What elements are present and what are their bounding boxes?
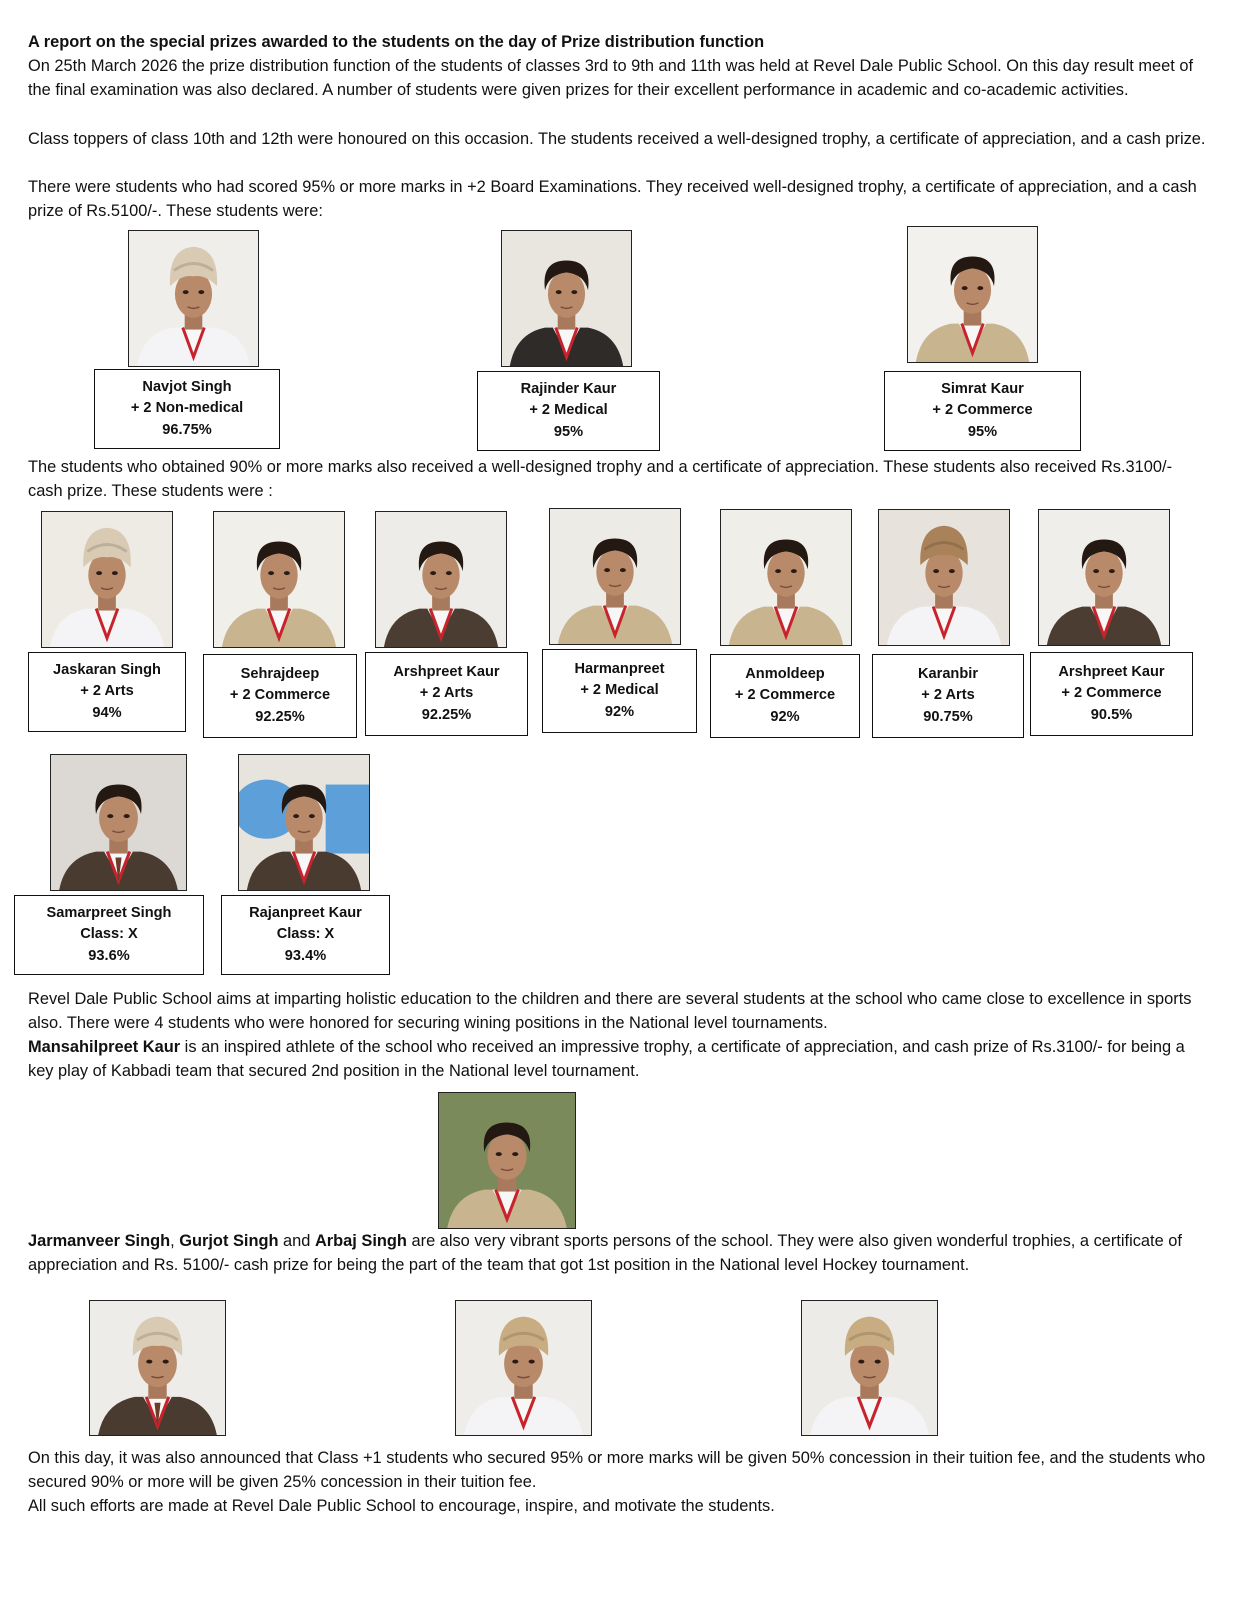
student-name: Sehrajdeep [240,665,320,682]
student-stream: + 2 Arts [80,683,134,700]
student-photo [213,511,345,648]
student-photo [375,511,507,648]
student-class: Class: X [80,926,138,943]
student-name: Jaskaran Singh [53,661,161,678]
student-card [28,652,186,732]
student-photo [128,230,259,367]
student-stream: + 2 Arts [419,685,474,702]
athlete-photo [455,1300,592,1436]
student-photo [907,226,1038,363]
athlete-name: Gurjot Singh [179,1232,279,1250]
student-photo [1038,509,1170,646]
portrait-illustration [721,510,851,645]
student-score: 92.25% [255,708,305,725]
group90-paragraph: The students who obtained 90% or more marks also received a well-designed trophy and a certificate of appreciation. These students also received Rs.3100/- cash prize. These students were : [28,458,1173,501]
kabaddi-paragraph [28,1035,1208,1083]
student-stream: + 2 Non-medical [130,400,244,417]
student-card [477,371,660,451]
student-card [872,654,1024,738]
athlete-photo [438,1092,576,1229]
closing-paragraph-1: On this day, it was also announced that Class +1 students who secured 95% or more marks will be given 50% concession in their tuition fee, and the students who secured 90% or more will be given 25% concession in their tuition fee. [28,1449,1206,1492]
student-stream: + 2 Commerce [1061,685,1162,702]
student-score: 93.4% [284,947,327,964]
student-card [94,369,280,449]
student-card [221,895,390,975]
student-name: Navjot Singh [142,378,232,395]
student-stream: + 2 Medical [529,402,608,419]
portrait-illustration [456,1301,591,1435]
athlete-name: Mansahilpreet Kaur [28,1038,181,1056]
student-score: 94% [92,704,122,721]
student-card [542,649,697,733]
student-score: 92.25% [421,706,472,723]
student-score: 90.5% [1090,706,1133,723]
student-stream: + 2 Commerce [734,687,836,704]
student-photo [878,509,1010,646]
separator: and [278,1232,315,1250]
portrait-illustration [42,512,172,647]
sports-paragraph: Revel Dale Public School aims at imparting holistic education to the children and there are several students at the school who came close to excellence in sports also. There were 4 students who were honored for securing wining positions in the National level tournaments. [28,990,1192,1033]
student-photo [501,230,632,367]
student-score: 93.6% [88,947,130,964]
student-photo [41,511,173,648]
portrait-illustration [502,231,631,366]
student-photo [238,754,370,891]
portrait-illustration [439,1093,575,1228]
intro-paragraph-1: On 25th March 2026 the prize distribution function of the students of classes 3rd to 9th and 11th was held at Revel Dale Public School. On this day result meet of the final examination was also declared. A number of students were given prizes for their excellent performance in academic and co-academic activities. [28,57,1193,100]
student-stream: + 2 Commerce [229,687,331,704]
student-class: Class: X [276,926,335,943]
student-photo [720,509,852,646]
intro-paragraph-2: Class toppers of class 10th and 12th were honoured on this occasion. The students received a well-designed trophy, a certificate of appreciation, and a cash prize. [28,130,1206,148]
hockey-text: are also very vibrant sports persons of the school. They were also given wonderful trophies, a certificate of appreciation and Rs. 5100/- cash prize for being the part of the team that got 1st position in the National level Hockey tournament. [28,1232,1182,1275]
student-stream: + 2 Arts [921,687,975,704]
athlete-photo [89,1300,226,1436]
separator: , [170,1232,180,1250]
student-score: 95% [553,423,584,440]
student-score: 96.75% [162,421,212,438]
kabaddi-text: is an inspired athlete of the school who received an impressive trophy, a certificate of appreciation, and cash prize of Rs.3100/- for being a key play of Kabbadi team that secured 2nd position in the National level tournament. [28,1038,1185,1081]
student-stream: + 2 Commerce [932,402,1033,419]
closing-paragraph-2: All such efforts are made at Revel Dale Public School to encourage, inspire, and motivate the students. [28,1497,775,1515]
student-stream: + 2 Medical [580,682,659,699]
student-name: Simrat Kaur [941,380,1024,397]
portrait-illustration [239,755,369,890]
student-score: 92% [770,708,800,725]
student-card [203,654,357,738]
student-name: Harmanpreet [574,660,665,677]
report-title: A report on the special prizes awarded to the students on the day of Prize distribution function [28,33,765,51]
athlete-name: Jarmanveer Singh [28,1232,171,1250]
student-photo [549,508,681,645]
student-score: 92% [604,703,635,720]
portrait-illustration [90,1301,225,1435]
student-name: Arshpreet Kaur [393,663,500,680]
student-name: Anmoldeep [745,665,825,682]
student-name: Arshpreet Kaur [1058,663,1165,680]
athlete-name: Arbaj Singh [314,1232,407,1250]
athlete-photo [801,1300,938,1436]
portrait-illustration [1039,510,1169,645]
student-name: Samarpreet Singh [46,904,172,921]
student-score: 95% [967,423,998,440]
portrait-illustration [129,231,258,366]
student-card [14,895,204,975]
student-name: Rajanpreet Kaur [249,904,362,921]
portrait-illustration [802,1301,937,1435]
portrait-illustration [214,512,344,647]
portrait-illustration [51,755,186,890]
student-name: Karanbir [917,665,978,682]
hockey-paragraph [28,1229,1208,1277]
student-card [884,371,1081,451]
student-photo [50,754,187,891]
portrait-illustration [550,509,680,644]
student-card [365,652,528,736]
student-card [710,654,860,738]
portrait-illustration [879,510,1009,645]
portrait-illustration [908,227,1037,362]
intro-paragraph-3: There were students who had scored 95% or more marks in +2 Board Examinations. They received well-designed trophy, a certificate of appreciation, and a cash prize of Rs.5100/-. These students were: [28,178,1197,221]
portrait-illustration [376,512,506,647]
student-name: Rajinder Kaur [520,380,617,397]
student-card [1030,652,1193,736]
student-score: 90.75% [923,708,973,725]
